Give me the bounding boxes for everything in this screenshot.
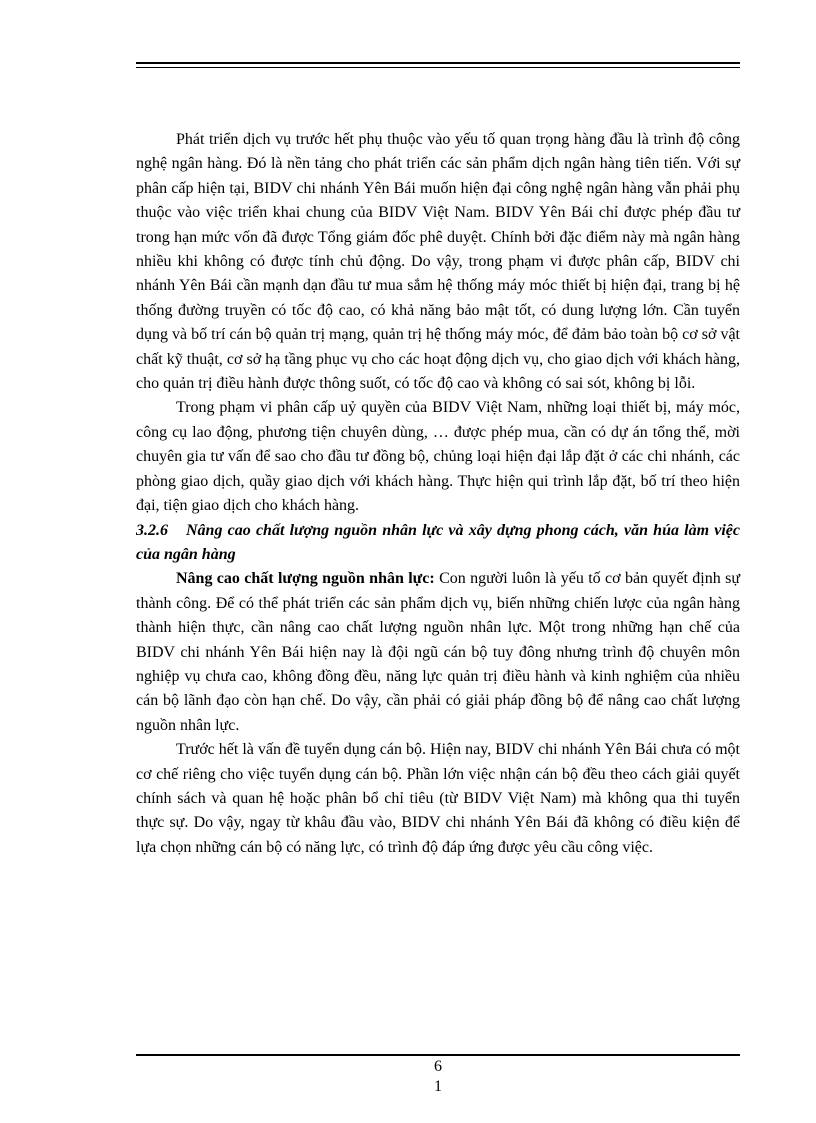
paragraph-recruitment: Trước hết là vấn đề tuyển dụng cán bộ. Hiện nay, BIDV chi nhánh Yên Bái chưa có một cơ chế riêng cho việc tuyển dụng cán bộ. Phần lớn việc nhận cán bộ đều theo cách giải quyết chính sách và quan hệ hoặc phân bổ chỉ tiêu (từ BIDV Việt Nam) mà không qua thi tuyển thực sự. Do vậy, ngay từ khâu đầu vào, BIDV chi nhánh Yên Bái đã không có điều kiện để lựa chọn những cán bộ có năng lực, có trình độ đáp ứng được yêu cầu công việc. xyxy=(136,741,740,856)
footer-rule xyxy=(136,1054,740,1056)
paragraph-hr xyxy=(136,567,740,738)
document-body xyxy=(136,128,740,860)
paragraph-hr-lead: Nâng cao chất lượng nguồn nhân lực: xyxy=(176,570,435,588)
paragraph-hr-body: Con người luôn là yếu tố cơ bản quyết định sự thành công. Để có thể phát triển các sản phẩm dịch vụ, biến những chiến lược của ngân hàng thành hiện thực, cần nâng cao chất lượng nguồn nhân lực. Một trong những hạn chế của BIDV chi nhánh Yên Bái hiện nay là đội ngũ cán bộ tuy đông nhưng trình độ chuyên môn nghiệp vụ chưa cao, không đồng đều, năng lực quản trị điều hành và kinh nghiệm của nhiều cán bộ lãnh đạo còn hạn chế. Do vậy, cần phải có giải pháp đồng bộ để nâng cao chất lượng nguồn nhân lực. xyxy=(136,570,741,734)
paragraph-technology: Phát triển dịch vụ trước hết phụ thuộc vào yếu tố quan trọng hàng đầu là trình độ công nghệ ngân hàng. Đó là nền tảng cho phát triển các sản phẩm dịch ngân hàng tiên tiến. Với sự phân cấp hiện tại, BIDV chi nhánh Yên Bái muốn hiện đại công nghệ ngân hàng vẫn phải phụ thuộc vào việc triển khai chung của BIDV Việt Nam. BIDV Yên Bái chỉ được phép đầu tư trong hạn mức vốn đã được Tổng giám đốc phê duyệt. Chính bởi đặc điểm này mà ngân hàng nhiều khi không có được tính chủ động. Do vậy, trong phạm vi được phân cấp, BIDV chi nhánh Yên Bái cần mạnh dạn đầu tư mua sắm hệ thống máy móc thiết bị hiện đại, trang bị hệ thống đường truyền có tốc độ cao, có khả năng bảo mật tốt, có dung lượng lớn. Cần tuyển dụng và bố trí cán bộ quản trị mạng, quản trị hệ thống máy móc, để đảm bảo toàn bộ cơ sở vật chất kỹ thuật, cơ sở hạ tầng phục vụ cho các hoạt động dịch vụ, cho giao dịch với khách hàng, cho quản trị điều hành được thông suốt, có tốc độ cao và không có sai sót, không bị lỗi. xyxy=(136,131,740,393)
section-number: 3.2.6 xyxy=(136,521,168,539)
section-title: Nâng cao chất lượng nguồn nhân lực và xây dựng phong cách, văn húa làm việc của ngân hàng xyxy=(136,521,740,563)
section-heading xyxy=(136,519,740,568)
page-number-bottom: 1 xyxy=(434,1078,442,1095)
paragraph-equipment: Trong phạm vi phân cấp uỷ quyền của BIDV Việt Nam, những loại thiết bị, máy móc, công cụ lao động, phương tiện chuyên dùng, … được phép mua, cần có dự án tổng thể, mời chuyên gia tư vấn để sao cho đầu tư đồng bộ, chủng loại hiện đại lắp đặt ở các chi nhánh, các phòng giao dịch, quầy giao dịch với khách hàng. Thực hiện qui trình lắp đặt, bố trí theo hiện đại, tiện giao dịch cho khách hàng. xyxy=(136,399,740,515)
page-number-top: 6 xyxy=(434,1058,442,1075)
header-rule xyxy=(136,62,740,68)
